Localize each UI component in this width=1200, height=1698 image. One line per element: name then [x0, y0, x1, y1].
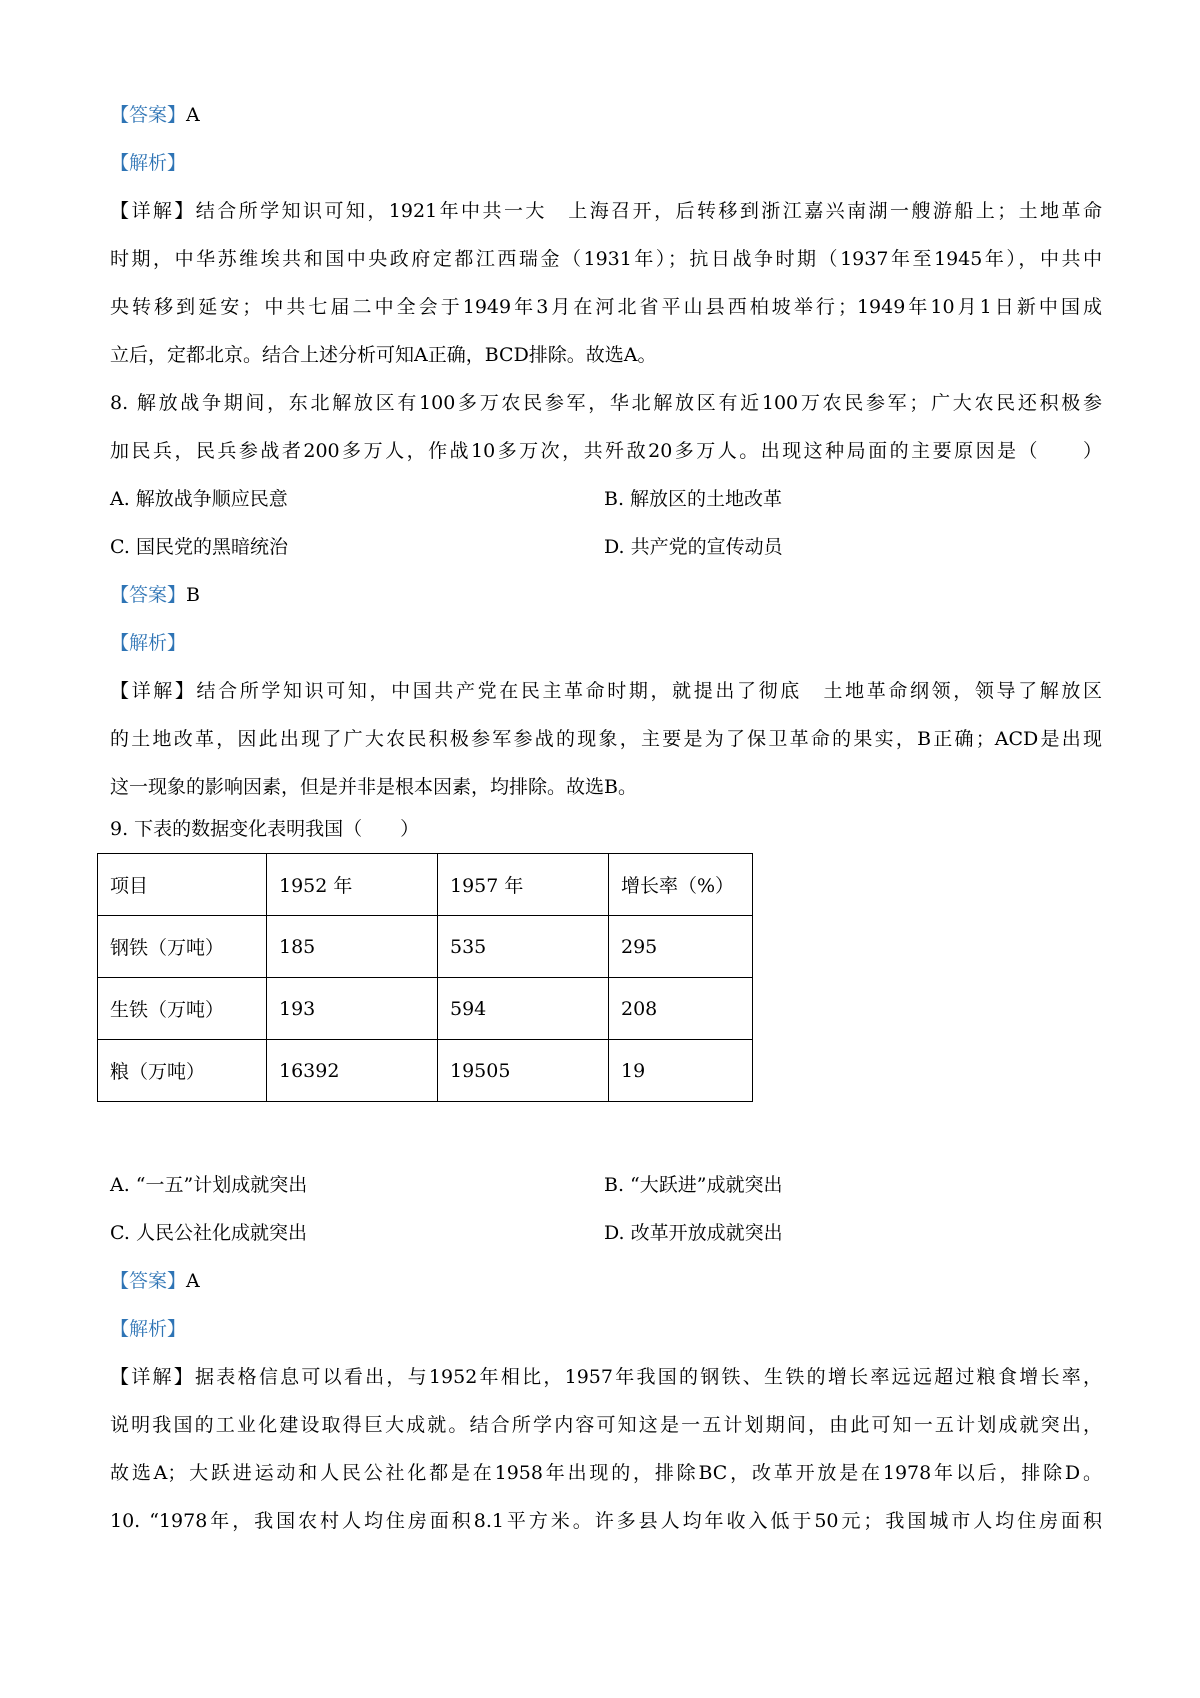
table-header-cell: 1952 年: [267, 854, 438, 916]
table-row: [98, 978, 753, 1040]
detail-line-q8-1: 【详解】结合所学知识可知，中国共产党在民主革命时期，就提出了彻底 土地革命纲领，领导了解放区: [110, 680, 1102, 702]
q8-option-b: B. 解放区的土地改革: [604, 488, 783, 510]
q9-option-c: C. 人民公社化成就突出: [110, 1222, 307, 1244]
detail-line-q7-4: 立后，定都北京。结合上述分析可知A正确，BCD排除。故选A。: [110, 344, 657, 366]
q8-option-a: A. 解放战争顺应民意: [110, 488, 288, 510]
answer-tag: 【答案】: [110, 104, 187, 126]
q8-option-c: C. 国民党的黑暗统治: [110, 536, 288, 558]
answer-value: A: [186, 104, 200, 126]
question-10-stem: 10. “1978年，我国农村人均住房面积8.1平方米。许多县人均年收入低于50元；我国城市人均住房面积: [110, 1510, 1102, 1532]
table-cell: 208: [609, 978, 753, 1040]
answer-line-q7: [110, 103, 200, 127]
answer-value: A: [186, 1270, 200, 1292]
q8-option-d: D. 共产党的宣传动员: [604, 536, 783, 558]
table-cell: 19505: [438, 1040, 609, 1102]
answer-value: B: [186, 584, 200, 606]
analysis-tag-q9: 【解析】: [110, 1318, 187, 1340]
table-row: [98, 916, 753, 978]
answer-line-q8: [110, 583, 200, 607]
table-cell: 193: [267, 978, 438, 1040]
q9-option-d: D. 改革开放成就突出: [604, 1222, 783, 1244]
q9-option-a: A. “一五”计划成就突出: [110, 1174, 308, 1196]
analysis-tag-q7: 【解析】: [110, 152, 187, 174]
analysis-tag-q8: 【解析】: [110, 632, 187, 654]
answer-tag: 【答案】: [110, 584, 187, 606]
table-cell: 钢铁（万吨）: [98, 916, 267, 978]
data-table: [97, 853, 753, 1102]
question-9-stem: 9. 下表的数据变化表明我国（ ）: [110, 818, 420, 840]
answer-tag: 【答案】: [110, 1270, 187, 1292]
detail-line-q7-3: 央转移到延安；中共七届二中全会于1949年3月在河北省平山县西柏坡举行；1949年10月1日新中国成: [110, 296, 1102, 318]
detail-line-q9-2: 说明我国的工业化建设取得巨大成就。结合所学内容可知这是一五计划期间，由此可知一五计划成就突出，: [110, 1414, 1102, 1436]
table-cell: 295: [609, 916, 753, 978]
answer-line-q9: [110, 1269, 200, 1293]
table-header-cell: 1957 年: [438, 854, 609, 916]
table-header-row: [98, 854, 753, 916]
table-header-cell: 增长率（%）: [609, 854, 753, 916]
q9-option-b: B. “大跃进”成就突出: [604, 1174, 783, 1196]
detail-line-q9-3: 故选A；大跃进运动和人民公社化都是在1958年出现的，排除BC，改革开放是在1978年以后，排除D。: [110, 1462, 1102, 1484]
table-cell: 185: [267, 916, 438, 978]
table-cell: 535: [438, 916, 609, 978]
table-header-cell: 项目: [98, 854, 267, 916]
question-8-stem-2: 加民兵，民兵参战者200多万人，作战10多万次，共歼敌20多万人。出现这种局面的主要原因是（ ）: [110, 440, 1102, 462]
detail-line-q8-2: 的土地改革，因此出现了广大农民积极参军参战的现象，主要是为了保卫革命的果实，B正确；ACD是出现: [110, 728, 1102, 750]
detail-line-q9-1: 【详解】据表格信息可以看出，与1952年相比，1957年我国的钢铁、生铁的增长率远远超过粮食增长率，: [110, 1366, 1102, 1388]
detail-line-q7-2: 时期，中华苏维埃共和国中央政府定都江西瑞金（1931年）；抗日战争时期（1937年至1945年），中共中: [110, 248, 1102, 270]
detail-line-q7-1: 【详解】结合所学知识可知，1921年中共一大 上海召开，后转移到浙江嘉兴南湖一艘游船上；土地革命: [110, 200, 1102, 222]
question-8-stem-1: 8. 解放战争期间，东北解放区有100多万农民参军，华北解放区有近100万农民参军；广大农民还积极参: [110, 392, 1102, 414]
table-cell: 生铁（万吨）: [98, 978, 267, 1040]
table-cell: 粮（万吨）: [98, 1040, 267, 1102]
table-cell: 594: [438, 978, 609, 1040]
table-cell: 16392: [267, 1040, 438, 1102]
table-row: [98, 1040, 753, 1102]
table-cell: 19: [609, 1040, 753, 1102]
detail-line-q8-3: 这一现象的影响因素，但是并非是根本因素，均排除。故选B。: [110, 776, 637, 798]
